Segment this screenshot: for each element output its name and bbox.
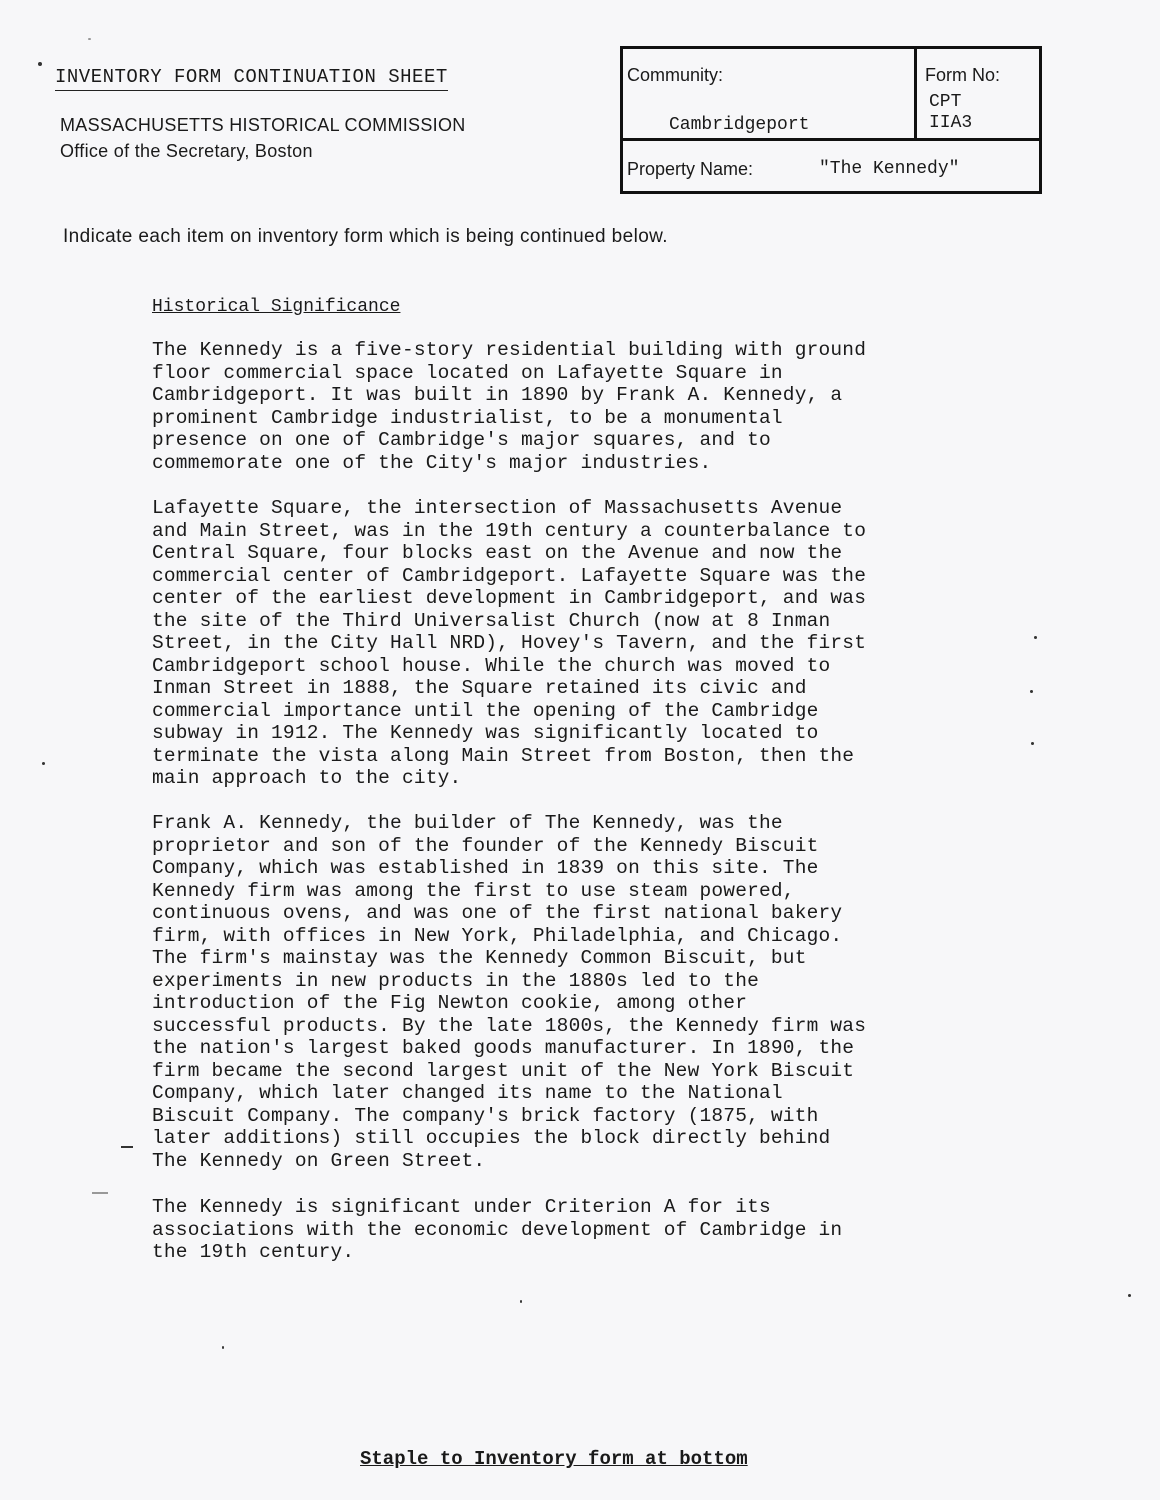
scan-mark (121, 1146, 133, 1148)
scan-mark (520, 1300, 522, 1303)
form-no-value-line1: CPT (929, 92, 962, 112)
paragraph-kennedy-biscuit: Frank A. Kennedy, the builder of The Kennedy, was the proprietor and son of the founder of the Kennedy Biscuit Company, which was established in 1839 on this site. The Kennedy firm was among the first to use steam powered, continuous ovens, and was one of the first national bakery firm, with offices in New York, Philadelphia, and Chicago. The firm's mainstay was the Kennedy Common Biscuit, but experiments in new products in the 1880s led to the introduction of the Fig Newton cookie, among other successful products. By the late 1800s, the Kennedy firm was the nation's largest baked goods manufacturer. In 1890, the firm became the second largest unit of the New York Biscuit Company, which later changed its name to the National Biscuit Company. The company's brick factory (1875, with later additions) still occupies the block directly behind The Kennedy on Green Street. (152, 812, 867, 1172)
box-divider-vertical (914, 49, 917, 138)
scan-mark (222, 1346, 224, 1349)
box-divider-horizontal (623, 138, 1039, 141)
instruction-text: Indicate each item on inventory form which is being continued below. (63, 226, 668, 247)
commission-name: MASSACHUSETTS HISTORICAL COMMISSION (60, 115, 466, 135)
scan-mark (42, 762, 45, 765)
paragraph-intro: The Kennedy is a five-story residential building with ground floor commercial space located on Lafayette Square in Cambridgeport. It was built in 1890 by Frank A. Kennedy, a prominent Cambridge industrialist, to be a monumental presence on one of Cambridge's major squares, and to commemorate one of the City's major industries. (152, 339, 867, 474)
scan-mark (92, 1192, 108, 1194)
paragraph-lafayette-square: Lafayette Square, the intersection of Massachusetts Avenue and Main Street, was in the 19th century a counterbalance to Central Square, four blocks east on the Avenue and now the commercial center of Cambridgeport. Lafayette Square was the center of the earliest development in Cambridgeport, and was the site of the Third Universalist Church (now at 8 Inman Street, in the City Hall NRD), Hovey's Tavern, and the first Cambridgeport school house. While the church was moved to Inman Street in 1888, the Square retained its civic and commercial importance until the opening of the Cambridge subway in 1912. The Kennedy was significantly located to terminate the vista along Main Street from Boston, then the main approach to the city. (152, 497, 867, 789)
community-value: Cambridgeport (669, 115, 810, 135)
scan-mark (1128, 1294, 1131, 1297)
community-label: Community: (627, 65, 724, 85)
scan-mark (38, 62, 42, 66)
sheet-title: INVENTORY FORM CONTINUATION SHEET (55, 66, 448, 91)
office-line: Office of the Secretary, Boston (60, 141, 313, 161)
form-no-label: Form No: (925, 65, 1001, 85)
scan-mark (88, 38, 91, 40)
paragraph-significance: The Kennedy is significant under Criterion A for its associations with the economic development of Cambridge in the 19th century. (152, 1196, 843, 1263)
footer-instruction: Staple to Inventory form at bottom (360, 1448, 748, 1470)
section-heading: Historical Significance (152, 297, 401, 317)
commission-block (60, 112, 466, 164)
form-no-value-line2: IIA3 (929, 113, 973, 133)
form-info-box (620, 46, 1042, 194)
property-name-label: Property Name: (627, 159, 754, 179)
property-name-value: "The Kennedy" (819, 159, 960, 179)
